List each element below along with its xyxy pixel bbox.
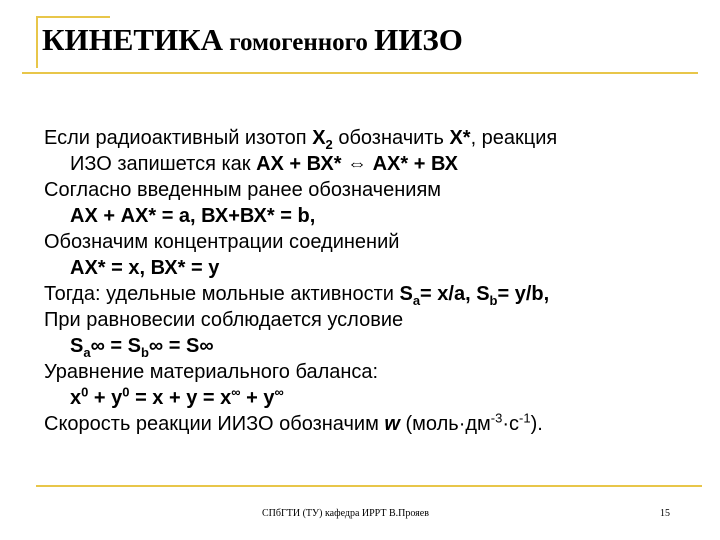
text: ·с bbox=[502, 413, 520, 435]
text: ). bbox=[530, 413, 543, 435]
footer-text: СПбГТИ (ТУ) кафедра ИРРТ В.Прояев bbox=[262, 508, 429, 519]
superscript: 0 bbox=[81, 384, 89, 400]
superscript: -1 bbox=[519, 410, 531, 426]
text: (моль·дм bbox=[399, 413, 491, 435]
superscript: ∞ bbox=[231, 384, 241, 400]
corner-decoration-horizontal bbox=[36, 16, 110, 18]
text: + у bbox=[88, 387, 123, 409]
footer-divider bbox=[36, 485, 702, 487]
superscript: -3 bbox=[490, 410, 503, 426]
text: обозначить bbox=[332, 127, 450, 149]
text: = х + у = х bbox=[129, 387, 232, 409]
page-number: 15 bbox=[660, 508, 670, 519]
text: Х bbox=[312, 127, 326, 149]
body-line-3: Согласно введенным ранее обозначениям bbox=[44, 179, 442, 201]
subscript: b bbox=[140, 345, 149, 360]
text: ∞ = S∞ bbox=[148, 335, 214, 357]
slide-body bbox=[44, 125, 704, 437]
body-line-1 bbox=[44, 125, 704, 151]
text: Тогда: удельные мольные активности bbox=[44, 283, 400, 305]
body-line-11 bbox=[44, 385, 704, 411]
body-line-4: АХ + АХ* = а, ВХ+ВХ* = b, bbox=[70, 205, 316, 227]
superscript: ∞ bbox=[274, 384, 284, 400]
text: S bbox=[399, 283, 413, 305]
subscript: b bbox=[489, 293, 498, 308]
text: х bbox=[70, 387, 82, 409]
body-line-8: При равновесии соблюдается условие bbox=[44, 309, 404, 331]
subscript: a bbox=[83, 345, 91, 360]
title-main: КИНЕТИКА bbox=[42, 22, 224, 57]
body-line-5: Обозначим концентрации соединений bbox=[44, 231, 400, 253]
title-sub: гомогенного bbox=[223, 29, 375, 56]
text: Скорость реакции ИИЗО обозначим bbox=[44, 413, 385, 435]
text: Х* bbox=[449, 127, 471, 149]
text: = у/b, bbox=[497, 283, 550, 305]
title-underline bbox=[22, 72, 698, 74]
text: w bbox=[384, 413, 400, 435]
text: = х/а, S bbox=[420, 283, 490, 305]
body-line-2 bbox=[44, 151, 704, 177]
body-line-12 bbox=[44, 411, 704, 437]
text: ИЗО запишется как bbox=[70, 153, 257, 175]
title-end: ИИЗО bbox=[374, 22, 463, 57]
body-line-6: АХ* = х, ВХ* = у bbox=[70, 257, 220, 279]
corner-decoration-vertical bbox=[36, 16, 38, 68]
superscript: 0 bbox=[122, 384, 130, 400]
subscript: a bbox=[412, 293, 421, 308]
text: Если радиоактивный изотоп bbox=[44, 127, 313, 149]
body-line-10: Уравнение материального баланса: bbox=[44, 361, 379, 383]
text: , реакция bbox=[470, 127, 558, 149]
text: ∞ = S bbox=[90, 335, 141, 357]
slide-title bbox=[42, 22, 463, 58]
text: S bbox=[70, 335, 84, 357]
body-line-9 bbox=[44, 333, 704, 359]
subscript: 2 bbox=[325, 137, 333, 152]
body-line-7 bbox=[44, 281, 704, 307]
reaction-equation: АХ + ВХ* ⇔ АХ* + ВХ bbox=[256, 153, 458, 175]
text: + у bbox=[240, 387, 275, 409]
